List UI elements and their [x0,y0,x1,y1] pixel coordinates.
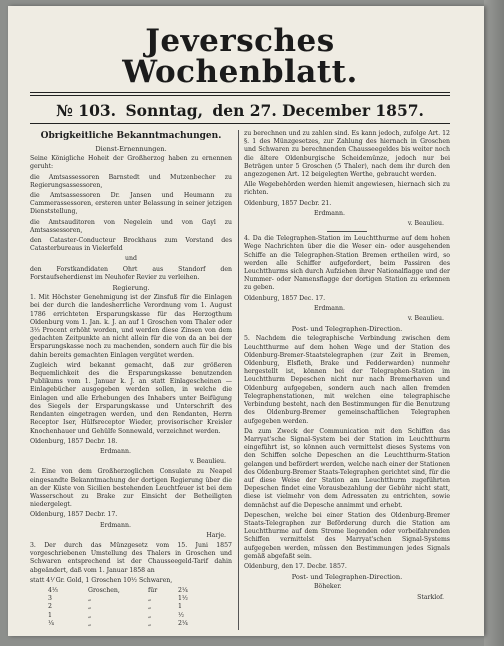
issue-rule [30,123,450,124]
signature: Erdmann. [100,447,131,455]
paragraph: 2. Eine von dem Großherzoglichen Consulate zu Neapel eingesandte Bekanntmachung der dortigen Regierung über die an der Küste von Sicilien bestehenden Leuchtfeuer ist bei dem Wasserschout zu Brake zur Einsicht der Betheiligten niedergelegt. [30,468,232,509]
dateline: Oldenburg, 1857 Decbr. 18. [30,437,118,445]
paragraph: und [125,255,137,263]
paragraph: 1. Mit Höchster Genehmigung ist der Zinsfuß für die Einlagen bei der durch die landesherrliche Verordnung vom 1. August 1786 errichteten Ersparungskasse für das Herzogthum Oldenburg vom 1. Jan. k. J. an auf 1 Groschen vom Thaler oder 3⅓ Procent erhöht worden, und werden diese Zinsen von dem gedachten Zeitpunkte an nicht allein für die von da an bei der Ersparungskasse noch zu machenden, sondern auch für die bis dahin bereits gemachten Einlagen vergütet werden. [30,294,232,359]
paragraph: Da zum Zweck der Communication mit den Schiffen das Marryat'sche Signal-System bei der Station im Leuchtthurm eingeführt ist, so können auch vermittelst dieses Systems von den Schiffen solche Depeschen an die Leuchtthurm-Station gelangen und befördert werden, welche nach einer der Stationen des Oldenburg-Bremer Staats-Telegraphen gerichtet sind, für die auf diese Weise der Station am Leuchtthurm zugeführten Depeschen findet eine Vorausbezahlung der Gebühr nicht statt, diese ist vielmehr von dem Adressaten zu entrichten, sowie demnächst auf die Depesche annimmt und erhebt. [244,427,450,509]
masthead-rule-top-2 [30,95,450,96]
paragraph: die Amtsassessoren Dr. Jansen und Heumann zu Cammerassessoren, ersteren unter Belassung in seiner jetzigen Dienststellung, [30,192,232,216]
issue-line [30,101,450,120]
paragraph: Alle Wegebehörden werden hiemit angewiesen, hiernach sich zu richten. [244,181,450,197]
signature: Harje. [206,531,226,539]
signature: v. Beaulieu. [189,458,226,466]
divider [327,231,367,232]
authority-label: Regierung. [112,284,150,293]
paragraph: die Amtsassessoren Barnstedt und Mutzenbecher zu Regierungsassessoren, [30,173,232,189]
rate-row: ¼ „ „ 2¼ [48,619,188,627]
rate-row: 3 „ „ 1½ [48,595,188,603]
book-binding [484,0,504,646]
paragraph: die Amtsauditoren von Negelein und von Gayl zu Amtsassessoren, [30,218,232,234]
paragraph: 5. Nachdem die telegraphische Verbindung zwischen dem Leuchtthurme auf dem hohen Wege und der Station des Oldenburg-Bremer-Staatstelegraphen (zur Zeit in Bremen, Oldenburg, Elsfleth, Brake und Fedderwarden) nunmehr hergestellt ist, können bei der Telegraphen-Station im Leuchtthurm Depeschen nicht nur nach Bremerhaven und Oldenburg aufgegeben, sondern auch nach allen fremden Telegraphenstationen, mit welchen eine telegraphische Verbindung besteht, nach den Bestimmungen für die Benutzung des Oldenburg-Bremer gemeinschaftlichen Telegraphen aufgegeben werden. [244,335,450,425]
paragraph: Seine Königliche Hoheit der Großherzog haben zu ernennen geruht: [30,155,232,171]
signature: Erdmann. [314,304,345,312]
dateline: Oldenburg, den 17. Decbr. 1857. [244,562,347,570]
section-heading: Obrigkeitliche Bekanntmachungen. [40,131,222,141]
signature: Erdmann. [100,521,131,529]
left-column [30,130,232,631]
section-subheading: Dienst-Ernennungen. [95,145,167,153]
rate-row: 2 „ „ 1 [48,603,182,611]
rates-intro: statt 4⅟ Gr. Gold, 1 Groschen 10½ Schwaren, [30,576,173,584]
dateline: Oldenburg, 1857 Decbr. 17. [30,511,118,519]
paragraph: den Forstkandidaten Ohrt aus Standorf den Forstaufseherdienst im Neuhofer Revier zu verleihen. [30,265,232,281]
masthead-rule-top [30,92,450,93]
paragraph: Depeschen, welche bei einer Station des Oldenburg-Bremer Staats-Telegraphen zur Beförderung durch die Station am Leuchtthurme auf dem Strome liegenden oder vorbeifahrenden Schiffen vermittelst des Marryat'schen Signal-Systems aufgegeben werden, müssen den Bestimmungen jedes Signals gemäß abgefaßt sein. [244,511,450,560]
paragraph: zu berechnen und zu zahlen sind. Es kann jedoch, zufolge Art. 12 §. 1 des Münzgesetzes, zur Zahlung des hiernach in Groschen und Schwaren zu berechnenden Chausseegeldes bis weiter noch die ältere Oldenburgische Scheidemünze, jedoch nur bei Beträgen unter 5 Groschen (5 Thaler), nach dem ihr durch den angezogenen Art. 12 beigelegten Werthe, gebraucht werden. [244,130,450,179]
column-divider [238,130,239,630]
authority-label: Post- und Telegraphen-Direction. [291,325,403,334]
masthead-title: Jeversches Wochenblatt. [122,23,358,90]
signature: Erdmann. [314,209,345,217]
rate-row: 4⅓ Groschen, für 2¼ [48,586,188,594]
issue-number: № 103. [56,101,117,120]
signature: Böheker. [314,583,342,591]
dateline: Oldenburg, 1857 Decbr. 21. [244,199,332,207]
signature: Starklof. [417,593,444,601]
issue-weekday: Sonntag, [125,101,203,120]
right-column [244,130,450,604]
rates-table [48,587,232,628]
paragraph: 3. Der durch das Münzgesetz vom 15. Juni 1857 vorgeschriebenen Umstellung des Thalers in Groschen und Schwaren entsprechend ist der Chausseegeld-Tarif dahin abgeändert, daß vom 1. Januar 1858 an [30,541,232,574]
signature: v. Beaulieu. [407,220,444,228]
paragraph: den Cataster-Conducteur Brockhaus zum Vorstand des Catasterbureaus in Vielerfeld [30,237,232,253]
paragraph: 4. Da die Telegraphen-Station im Leuchtthurme auf dem hohen Wege Nachrichten über die die Weser ein- oder ausgehenden Schiffe an die Telegraphen-Station Bremen ertheilen wird, so werden alle Schiffer aufgefordert, beim Passiren des Leuchtthurms sich durch Aufziehen ihrer Nationalflagge und der Nummer- oder Namensflagge der dortigen Station zu erkennen zu geben. [244,235,450,292]
signature: v. Beaulieu. [407,315,444,323]
dateline: Oldenburg, 1857 Dec. 17. [244,294,326,302]
issue-date: den 27. December 1857. [212,101,424,120]
paragraph: Zugleich wird bekannt gemacht, daß zur größeren Bequemlichkeit des die Ersparungskasse benutzenden Publikums vom 1. Januar k. J. an statt Einlagescheinen — Einlagebücher ausgegeben werden sollen, in welche die Einlagen und alle Erhebungen des Inhabers unter Beifügung des Siegels der Ersparungskasse und Unterschrift des Rendanten eingetragen werden, und den Rendanten, Herrn Receptor Iser, Hülfsreceptor Wieder, provisorischer Kreisler Knochenhauer und Gehülfe Sonnewald, verzeichnet werden. [30,361,232,435]
authority-label: Post- und Telegraphen-Direction. [291,573,403,582]
rate-row: 1 „ „ ½ [48,611,184,619]
